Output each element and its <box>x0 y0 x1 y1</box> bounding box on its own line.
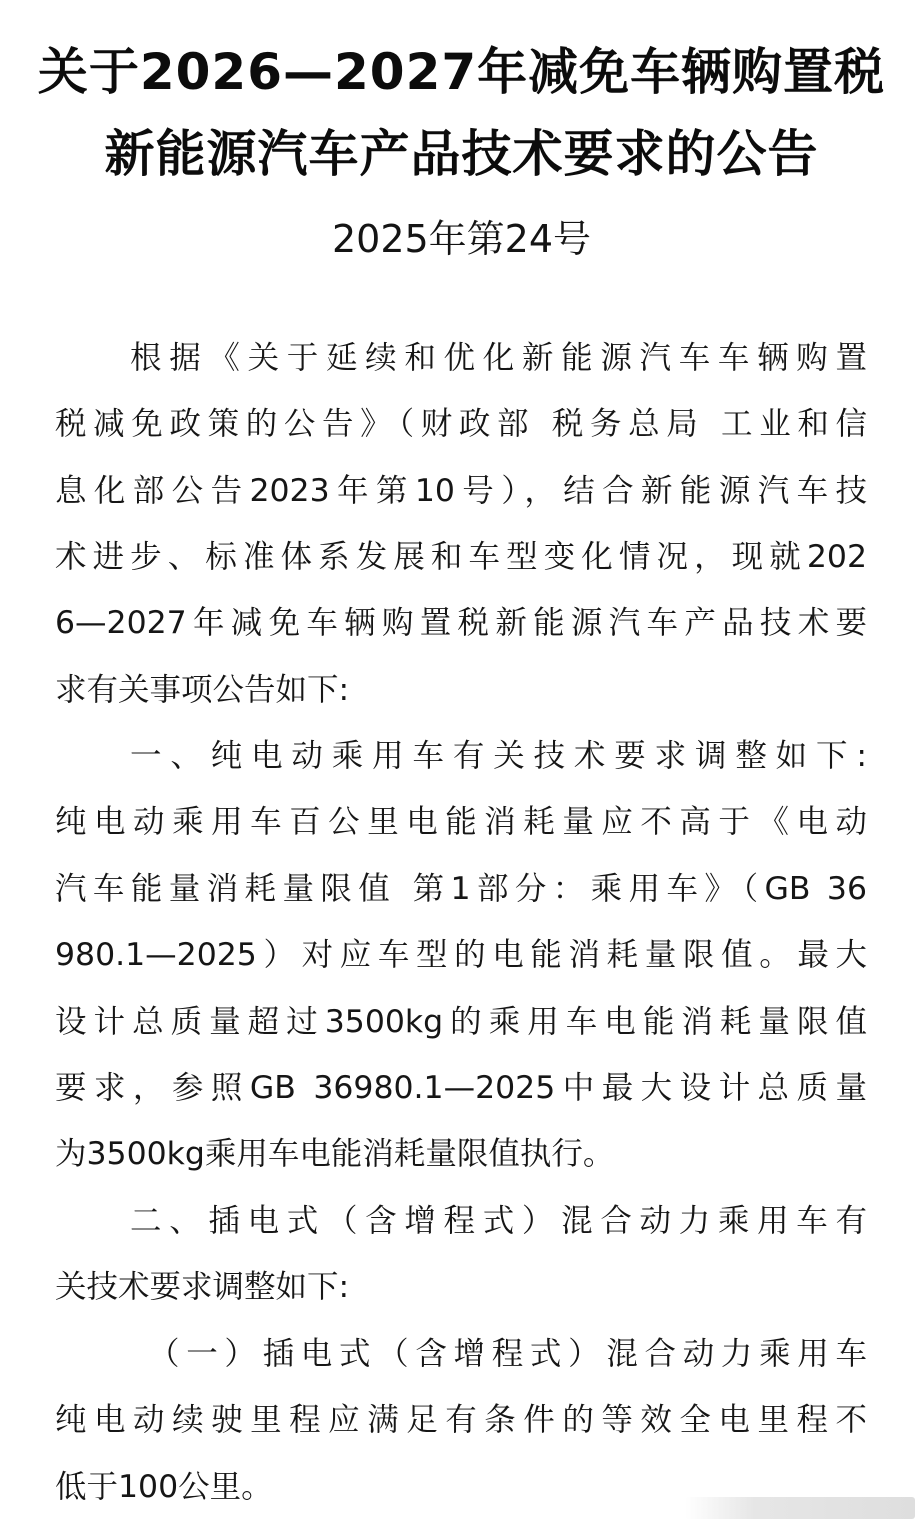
section-heading-2: 二、插电式（含增程式）混合动力乘用车有 <box>130 1203 867 1239</box>
document-number: 2025年第24号 <box>331 217 592 261</box>
announcement-title-line-2: 新能源汽车产品技术要求的公告 <box>104 125 819 183</box>
body-line: 术进步、标准体系发展和车型变化情况，现就202 <box>55 539 867 575</box>
subsection-heading-1: （一）插电式（含增程式）混合动力乘用车 <box>148 1336 867 1372</box>
body-line: 为3500kg乘用车电能消耗量限值执行。 <box>55 1136 615 1172</box>
body-line: 求有关事项公告如下: <box>55 672 350 708</box>
body-line: 纯电动续驶里程应满足有条件的等效全电里程不 <box>55 1402 867 1438</box>
body-line: 要求，参照GB 36980.1—2025中最大设计总质量 <box>55 1070 867 1106</box>
body-line: 6—2027年减免车辆购置税新能源汽车产品技术要 <box>55 605 867 641</box>
body-line: 息化部公告2023年第10号），结合新能源汽车技 <box>55 473 867 509</box>
body-line: 汽车能量消耗量限值 第1部分：乘用车》（GB 36 <box>55 871 867 907</box>
body-line: 980.1—2025）对应车型的电能消耗量限值。最大 <box>55 937 867 973</box>
body-line: 税减免政策的公告》（财政部 税务总局 工业和信 <box>55 406 867 442</box>
body-line: 纯电动乘用车百公里电能消耗量应不高于《电动 <box>55 804 867 840</box>
watermark <box>685 1497 915 1519</box>
body-line: 关技术要求调整如下: <box>55 1269 350 1305</box>
body-line: 设计总质量超过3500kg的乘用车电能消耗量限值 <box>55 1004 867 1040</box>
body-line: 根据《关于延续和优化新能源汽车车辆购置 <box>130 340 867 376</box>
announcement-title-line-1: 关于2026—2027年减免车辆购置税 <box>37 43 886 101</box>
body-line: 低于100公里。 <box>55 1469 273 1505</box>
section-heading-1: 一、纯电动乘用车有关技术要求调整如下: <box>130 738 867 774</box>
